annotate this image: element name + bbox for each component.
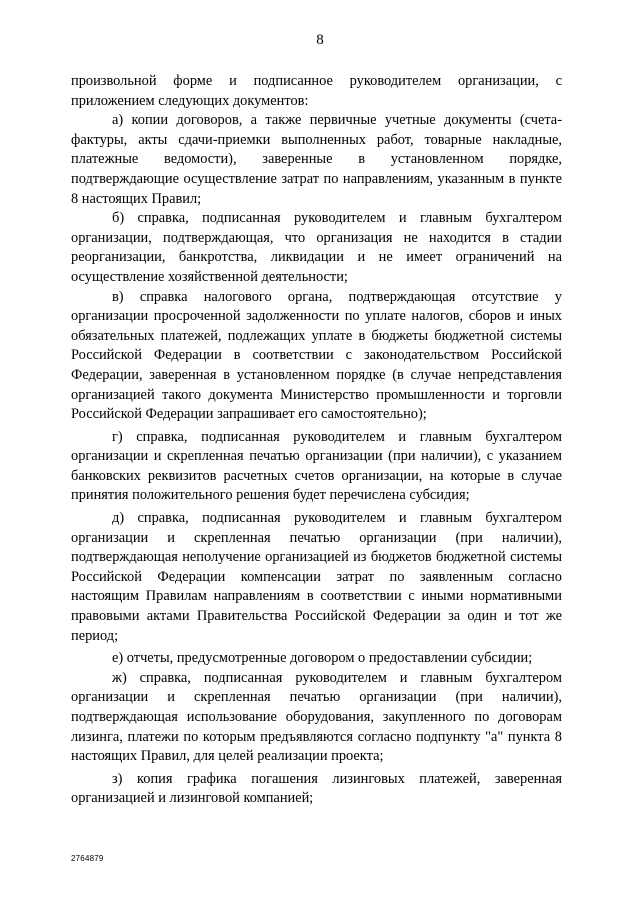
- paragraph-item-b: б) справка, подписанная руководителем и главным бухгалтером организации, подтверждающая, что организация не находится в стадии реорганизации, банкротства, ликвидации и не имеет ограничений на осуществление хозяйственной деятельности;: [71, 210, 562, 285]
- paragraph-item-a: а) копии договоров, а также первичные учетные документы (счета-фактуры, акты сдачи-приемки выполненных работ, товарные накладные, платежные ведомости), заверенные в установленном порядке, подтверждающие осуществление затрат по направлениям, указанным в пункте 8 настоящих Правил;: [71, 112, 562, 207]
- paragraph-item-d: д) справка, подписанная руководителем и главным бухгалтером организации и скрепленная печатью организации (при наличии), подтверждающая неполучение организацией из бюджетов бюджетной системы Российской Федерации компенсации затрат по заявленным согласно настоящим Правилам направлениям в соответствии с иными нормативными правовыми актами Правительства Российской Федерации за один и тот же период;: [71, 510, 562, 644]
- page-number: 8: [316, 32, 324, 48]
- document-code: 2764879: [71, 854, 104, 863]
- paragraph-item-e: е) отчеты, предусмотренные договором о предоставлении субсидии;: [112, 650, 533, 667]
- document-body: [71, 72, 562, 809]
- paragraph-item-z: з) копия графика погашения лизинговых платежей, заверенная организацией и лизинговой компанией;: [71, 770, 562, 807]
- paragraph-intro: произвольной форме и подписанное руководителем организации, с приложением следующих документов:: [71, 73, 562, 109]
- paragraph-item-v: в) справка налогового органа, подтверждающая отсутствие у организации просроченной задолженности по уплате налогов, сборов и иных обязательных платежей, подлежащих уплате в бюджеты бюджетной системы Российской Федерации в соответствии с законодательством Российской Федерации, заверенная в установленном порядке (в случае непредставления организацией такого документа Министерство промышленности и торговли Российской Федерации запрашивает его самостоятельно);: [71, 288, 562, 423]
- paragraph-item-zh: ж) справка, подписанная руководителем и главным бухгалтером организации и скрепленная печатью организации (при наличии), подтверждающая использование оборудования, закупленного по договорам лизинга, платежи по которым предъявляются согласно подпункту "а" пункта 8 настоящих Правил, для целей реализации проекта;: [71, 669, 562, 765]
- paragraph-item-g: г) справка, подписанная руководителем и главным бухгалтером организации и скрепленная печатью организации (при наличии), с указанием банковских реквизитов расчетных счетов организации, на которые в случае принятия положительного решения будет перечислена субсидия;: [71, 428, 562, 504]
